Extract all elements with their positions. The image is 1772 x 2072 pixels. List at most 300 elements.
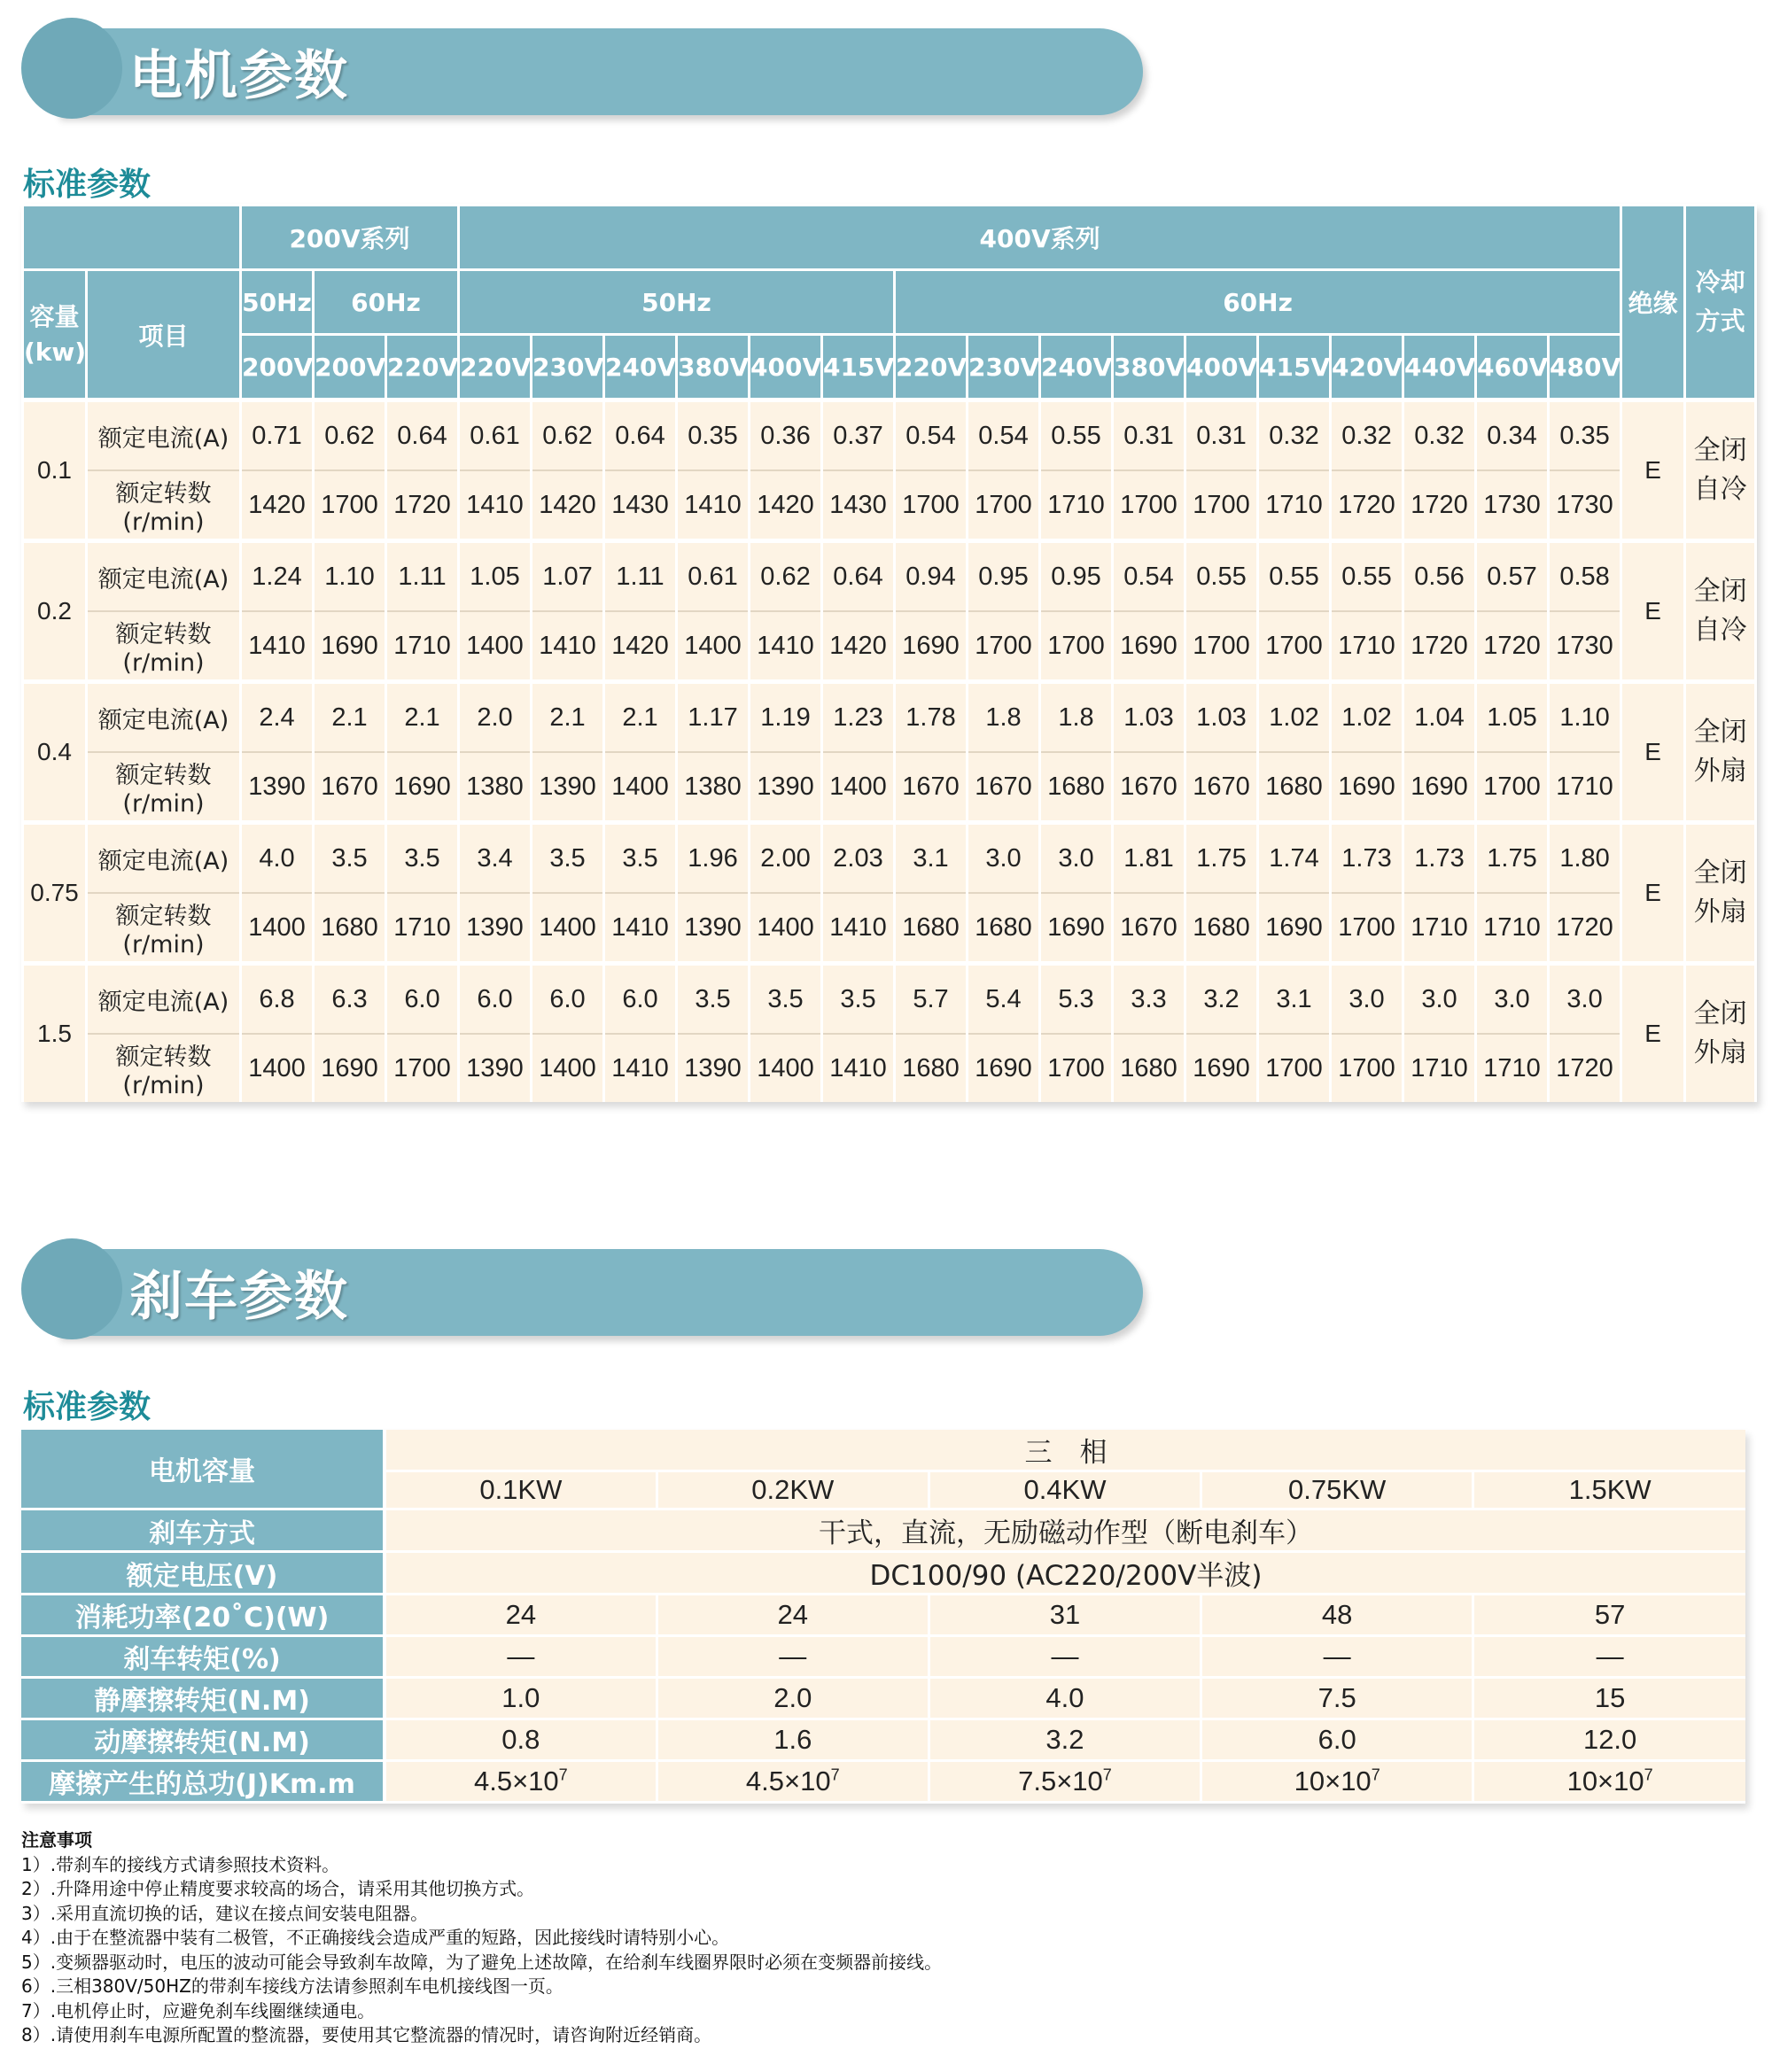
speed-value: 1710 bbox=[386, 893, 459, 964]
current-value: 0.37 bbox=[822, 400, 895, 471]
current-value: 1.19 bbox=[750, 682, 822, 753]
header-400v-50hz: 50Hz bbox=[459, 270, 895, 335]
current-value: 0.56 bbox=[1403, 541, 1476, 612]
current-value: 3.2 bbox=[1185, 964, 1258, 1035]
header-400v-60hz: 60Hz bbox=[895, 270, 1621, 335]
current-value: 0.62 bbox=[314, 400, 386, 471]
current-value: 1.03 bbox=[1113, 682, 1185, 753]
speed-value: 1410 bbox=[241, 611, 314, 682]
current-value: 0.32 bbox=[1258, 400, 1331, 471]
speed-value: 1700 bbox=[1185, 470, 1258, 541]
speed-value: 1420 bbox=[241, 470, 314, 541]
current-value: 3.5 bbox=[604, 823, 677, 894]
current-value: 0.95 bbox=[968, 541, 1040, 612]
speed-value: 1700 bbox=[1185, 611, 1258, 682]
capacity-cell: 0.1 bbox=[23, 400, 87, 541]
speed-value: 1690 bbox=[386, 752, 459, 823]
speed-value: 1410 bbox=[604, 893, 677, 964]
current-value: 0.62 bbox=[532, 400, 604, 471]
header-voltage: 220V bbox=[386, 335, 459, 400]
current-value: 1.80 bbox=[1549, 823, 1621, 894]
current-value: 3.5 bbox=[822, 964, 895, 1035]
current-value: 0.32 bbox=[1331, 400, 1403, 471]
header-voltage: 415V bbox=[1258, 335, 1331, 400]
brake-value: 24 bbox=[657, 1595, 929, 1636]
note-item: 4）.由于在整流器中装有二极管，不正确接线会造成严重的短路，因此接线时请特别小心。 bbox=[21, 1927, 730, 1948]
work-base: 10×10 bbox=[1566, 1765, 1644, 1797]
current-value: 1.75 bbox=[1476, 823, 1549, 894]
current-value: 0.54 bbox=[968, 400, 1040, 471]
current-value: 6.3 bbox=[314, 964, 386, 1035]
speed-value: 1700 bbox=[1258, 1034, 1331, 1102]
current-value: 0.55 bbox=[1185, 541, 1258, 612]
speed-value: 1420 bbox=[604, 611, 677, 682]
current-value: 0.64 bbox=[386, 400, 459, 471]
speed-value: 1690 bbox=[1040, 893, 1113, 964]
current-value: 0.64 bbox=[822, 541, 895, 612]
current-value: 6.8 bbox=[241, 964, 314, 1035]
speed-value: 1700 bbox=[1331, 1034, 1403, 1102]
speed-value: 1720 bbox=[386, 470, 459, 541]
header-200v-series: 200V系列 bbox=[241, 206, 459, 270]
header-insulation: 绝缘 bbox=[1621, 206, 1685, 400]
header-blank bbox=[23, 206, 241, 270]
note-item: 1）.带刹车的接线方式请参照技术资料。 bbox=[21, 1853, 340, 1875]
speed-value: 1400 bbox=[677, 611, 750, 682]
brake-label-dynamic-torque: 动摩擦转矩(N.M) bbox=[21, 1719, 385, 1761]
header-voltage: 440V bbox=[1403, 335, 1476, 400]
current-value: 0.95 bbox=[1040, 541, 1113, 612]
cooling-cell: 全闭 外扇 bbox=[1685, 823, 1756, 964]
insulation-cell: E bbox=[1621, 541, 1685, 682]
current-value: 0.61 bbox=[459, 400, 532, 471]
brake-capacity-value: 1.5KW bbox=[1473, 1471, 1745, 1509]
speed-value: 1670 bbox=[895, 752, 968, 823]
speed-value: 1730 bbox=[1476, 470, 1549, 541]
capacity-cell: 0.4 bbox=[23, 682, 87, 823]
current-value: 5.3 bbox=[1040, 964, 1113, 1035]
header-cooling: 冷却 方式 bbox=[1685, 206, 1756, 400]
current-value: 0.64 bbox=[604, 400, 677, 471]
brake-value: — bbox=[385, 1636, 657, 1678]
current-value: 1.11 bbox=[386, 541, 459, 612]
current-value: 6.0 bbox=[386, 964, 459, 1035]
header-item: 项目 bbox=[87, 270, 241, 400]
speed-value: 1680 bbox=[895, 893, 968, 964]
speed-value: 1720 bbox=[1403, 611, 1476, 682]
speed-value: 1680 bbox=[314, 893, 386, 964]
speed-value: 1700 bbox=[314, 470, 386, 541]
speed-value: 1700 bbox=[1113, 470, 1185, 541]
speed-value: 1700 bbox=[1476, 752, 1549, 823]
current-value: 0.55 bbox=[1040, 400, 1113, 471]
speed-value: 1690 bbox=[1113, 611, 1185, 682]
current-value: 2.1 bbox=[386, 682, 459, 753]
speed-value: 1710 bbox=[1403, 893, 1476, 964]
speed-value: 1700 bbox=[968, 611, 1040, 682]
note-item: 8）.请使用刹车电源所配置的整流器，要使用其它整流器的情况时，请咨询附近经销商。 bbox=[21, 2024, 712, 2045]
insulation-cell: E bbox=[1621, 682, 1685, 823]
insulation-cell: E bbox=[1621, 400, 1685, 541]
speed-value: 1670 bbox=[1113, 893, 1185, 964]
header-voltage: 400V bbox=[1185, 335, 1258, 400]
current-value: 0.55 bbox=[1258, 541, 1331, 612]
speed-value: 1720 bbox=[1549, 1034, 1621, 1102]
capacity-cell: 0.2 bbox=[23, 541, 87, 682]
header-voltage: 200V bbox=[314, 335, 386, 400]
speed-value: 1680 bbox=[1040, 752, 1113, 823]
current-value: 3.3 bbox=[1113, 964, 1185, 1035]
speed-value: 1670 bbox=[314, 752, 386, 823]
brake-value: — bbox=[657, 1636, 929, 1678]
current-value: 6.0 bbox=[604, 964, 677, 1035]
current-value: 1.73 bbox=[1403, 823, 1476, 894]
brake-value: 4.0 bbox=[929, 1678, 1201, 1719]
speed-value: 1680 bbox=[968, 893, 1040, 964]
current-value: 2.0 bbox=[459, 682, 532, 753]
speed-value: 1730 bbox=[1549, 611, 1621, 682]
capacity-cell: 1.5 bbox=[23, 964, 87, 1103]
banner-circle bbox=[21, 1238, 122, 1339]
work-exponent: 7 bbox=[830, 1765, 840, 1784]
item-label-speed: 额定转数(r/min) bbox=[87, 752, 241, 823]
header-voltage: 415V bbox=[822, 335, 895, 400]
brake-value: 7.5 bbox=[1201, 1678, 1473, 1719]
header-voltage: 220V bbox=[459, 335, 532, 400]
current-value: 3.0 bbox=[1549, 964, 1621, 1035]
current-value: 0.31 bbox=[1185, 400, 1258, 471]
item-label-current: 额定电流(A) bbox=[87, 823, 241, 894]
current-value: 0.55 bbox=[1331, 541, 1403, 612]
current-value: 3.5 bbox=[750, 964, 822, 1035]
current-value: 1.23 bbox=[822, 682, 895, 753]
speed-value: 1410 bbox=[750, 611, 822, 682]
motor-params-table bbox=[21, 204, 1757, 1102]
notes-block bbox=[21, 1828, 942, 2048]
current-value: 4.0 bbox=[241, 823, 314, 894]
speed-value: 1700 bbox=[1040, 1034, 1113, 1102]
speed-value: 1390 bbox=[459, 893, 532, 964]
work-base: 10×10 bbox=[1294, 1765, 1372, 1797]
brake-total-work-value bbox=[1473, 1761, 1745, 1803]
brake-capacity-value: 0.4KW bbox=[929, 1471, 1201, 1509]
brake-value: 12.0 bbox=[1473, 1719, 1745, 1761]
speed-value: 1710 bbox=[1549, 752, 1621, 823]
header-voltage: 200V bbox=[241, 335, 314, 400]
current-value: 3.0 bbox=[1331, 964, 1403, 1035]
current-value: 1.10 bbox=[314, 541, 386, 612]
speed-value: 1670 bbox=[968, 752, 1040, 823]
speed-value: 1410 bbox=[677, 470, 750, 541]
current-value: 3.5 bbox=[314, 823, 386, 894]
speed-value: 1420 bbox=[532, 470, 604, 541]
header-voltage: 380V bbox=[1113, 335, 1185, 400]
header-voltage: 230V bbox=[532, 335, 604, 400]
work-exponent: 7 bbox=[1371, 1765, 1380, 1784]
speed-value: 1700 bbox=[386, 1034, 459, 1102]
speed-value: 1400 bbox=[459, 611, 532, 682]
brake-method-value: 干式，直流，无励磁动作型（断电刹车） bbox=[385, 1509, 1745, 1552]
speed-value: 1400 bbox=[604, 752, 677, 823]
speed-value: 1430 bbox=[822, 470, 895, 541]
current-value: 3.0 bbox=[1403, 964, 1476, 1035]
brake-label-voltage: 额定电压(V) bbox=[21, 1552, 385, 1595]
speed-value: 1410 bbox=[822, 893, 895, 964]
speed-value: 1700 bbox=[1258, 611, 1331, 682]
speed-value: 1720 bbox=[1403, 470, 1476, 541]
current-value: 1.75 bbox=[1185, 823, 1258, 894]
current-value: 5.4 bbox=[968, 964, 1040, 1035]
header-voltage: 400V bbox=[750, 335, 822, 400]
notes-title: 注意事项 bbox=[21, 1829, 92, 1851]
current-value: 0.62 bbox=[750, 541, 822, 612]
speed-value: 1690 bbox=[1185, 1034, 1258, 1102]
current-value: 1.10 bbox=[1549, 682, 1621, 753]
cooling-cell: 全闭 外扇 bbox=[1685, 682, 1756, 823]
work-base: 4.5×10 bbox=[745, 1765, 831, 1797]
speed-value: 1710 bbox=[1331, 611, 1403, 682]
brake-label-capacity: 电机容量 bbox=[21, 1430, 385, 1509]
current-value: 0.35 bbox=[677, 400, 750, 471]
speed-value: 1400 bbox=[532, 1034, 604, 1102]
item-label-current: 额定电流(A) bbox=[87, 964, 241, 1035]
brake-value: — bbox=[929, 1636, 1201, 1678]
current-value: 1.74 bbox=[1258, 823, 1331, 894]
brake-value: — bbox=[1201, 1636, 1473, 1678]
brake-value: 57 bbox=[1473, 1595, 1745, 1636]
speed-value: 1400 bbox=[750, 1034, 822, 1102]
speed-value: 1410 bbox=[459, 470, 532, 541]
speed-value: 1690 bbox=[314, 611, 386, 682]
brake-label-static-torque: 静摩擦转矩(N.M) bbox=[21, 1678, 385, 1719]
work-exponent: 7 bbox=[558, 1765, 568, 1784]
current-value: 0.61 bbox=[677, 541, 750, 612]
current-value: 0.31 bbox=[1113, 400, 1185, 471]
speed-value: 1720 bbox=[1476, 611, 1549, 682]
speed-value: 1690 bbox=[895, 611, 968, 682]
speed-value: 1680 bbox=[1185, 893, 1258, 964]
current-value: 0.94 bbox=[895, 541, 968, 612]
current-value: 1.02 bbox=[1258, 682, 1331, 753]
work-base: 4.5×10 bbox=[473, 1765, 559, 1797]
insulation-cell: E bbox=[1621, 964, 1685, 1103]
item-label-speed: 额定转数(r/min) bbox=[87, 611, 241, 682]
brake-value: 0.8 bbox=[385, 1719, 657, 1761]
current-value: 2.1 bbox=[604, 682, 677, 753]
speed-value: 1690 bbox=[968, 1034, 1040, 1102]
cooling-cell: 全闭 外扇 bbox=[1685, 964, 1756, 1103]
current-value: 0.36 bbox=[750, 400, 822, 471]
speed-value: 1400 bbox=[532, 893, 604, 964]
capacity-cell: 0.75 bbox=[23, 823, 87, 964]
current-value: 1.07 bbox=[532, 541, 604, 612]
current-value: 1.8 bbox=[968, 682, 1040, 753]
brake-total-work-value bbox=[1201, 1761, 1473, 1803]
item-label-current: 额定电流(A) bbox=[87, 400, 241, 471]
current-value: 1.02 bbox=[1331, 682, 1403, 753]
speed-value: 1690 bbox=[1403, 752, 1476, 823]
brake-capacity-value: 0.2KW bbox=[657, 1471, 929, 1509]
brake-capacity-value: 0.75KW bbox=[1201, 1471, 1473, 1509]
brake-label-method: 刹车方式 bbox=[21, 1509, 385, 1552]
motor-section-banner bbox=[21, 18, 1143, 119]
current-value: 3.0 bbox=[1040, 823, 1113, 894]
current-value: 0.54 bbox=[1113, 541, 1185, 612]
current-value: 0.32 bbox=[1403, 400, 1476, 471]
current-value: 3.0 bbox=[1476, 964, 1549, 1035]
note-item: 6）.三相380V/50HZ的带刹车接线方法请参照刹车电机接线图一页。 bbox=[21, 1975, 563, 1997]
speed-value: 1410 bbox=[822, 1034, 895, 1102]
speed-value: 1710 bbox=[1476, 1034, 1549, 1102]
speed-value: 1680 bbox=[895, 1034, 968, 1102]
work-base: 7.5×10 bbox=[1018, 1765, 1103, 1797]
current-value: 2.03 bbox=[822, 823, 895, 894]
brake-voltage-value: DC100/90 (AC220/200V半波) bbox=[385, 1552, 1745, 1595]
current-value: 6.0 bbox=[532, 964, 604, 1035]
note-item: 5）.变频器驱动时，电压的波动可能会导致刹车故障，为了避免上述故障，在给刹车线圈界限时必须在变频器前接线。 bbox=[21, 1951, 943, 1973]
brake-total-work-value bbox=[929, 1761, 1201, 1803]
current-value: 0.71 bbox=[241, 400, 314, 471]
speed-value: 1680 bbox=[1113, 1034, 1185, 1102]
speed-value: 1400 bbox=[822, 752, 895, 823]
item-label-current: 额定电流(A) bbox=[87, 541, 241, 612]
item-label-speed: 额定转数(r/min) bbox=[87, 470, 241, 541]
current-value: 3.0 bbox=[968, 823, 1040, 894]
cooling-cell: 全闭 自冷 bbox=[1685, 541, 1756, 682]
item-label-speed: 额定转数(r/min) bbox=[87, 1034, 241, 1102]
current-value: 2.1 bbox=[314, 682, 386, 753]
current-value: 1.96 bbox=[677, 823, 750, 894]
speed-value: 1400 bbox=[241, 1034, 314, 1102]
header-voltage: 230V bbox=[968, 335, 1040, 400]
current-value: 1.11 bbox=[604, 541, 677, 612]
header-voltage: 460V bbox=[1476, 335, 1549, 400]
current-value: 3.5 bbox=[532, 823, 604, 894]
current-value: 1.73 bbox=[1331, 823, 1403, 894]
current-value: 1.24 bbox=[241, 541, 314, 612]
brake-value: 1.0 bbox=[385, 1678, 657, 1719]
header-voltage: 240V bbox=[604, 335, 677, 400]
speed-value: 1390 bbox=[677, 1034, 750, 1102]
brake-value: 6.0 bbox=[1201, 1719, 1473, 1761]
brake-value: 15 bbox=[1473, 1678, 1745, 1719]
header-capacity: 容量 (kw) bbox=[23, 270, 87, 400]
current-value: 3.1 bbox=[895, 823, 968, 894]
current-value: 1.05 bbox=[1476, 682, 1549, 753]
item-label-current: 额定电流(A) bbox=[87, 682, 241, 753]
insulation-cell: E bbox=[1621, 823, 1685, 964]
header-200v-60hz: 60Hz bbox=[314, 270, 459, 335]
work-exponent: 7 bbox=[1644, 1765, 1653, 1784]
current-value: 1.04 bbox=[1403, 682, 1476, 753]
brake-value: 24 bbox=[385, 1595, 657, 1636]
speed-value: 1420 bbox=[822, 611, 895, 682]
note-item: 3）.采用直流切换的话，建议在接点间安装电阻器。 bbox=[21, 1902, 429, 1924]
work-exponent: 7 bbox=[1102, 1765, 1112, 1784]
current-value: 0.57 bbox=[1476, 541, 1549, 612]
current-value: 3.5 bbox=[677, 964, 750, 1035]
current-value: 1.8 bbox=[1040, 682, 1113, 753]
speed-value: 1710 bbox=[1403, 1034, 1476, 1102]
brake-value: 48 bbox=[1201, 1595, 1473, 1636]
current-value: 0.35 bbox=[1549, 400, 1621, 471]
speed-value: 1430 bbox=[604, 470, 677, 541]
note-item: 2）.升降用途中停止精度要求较高的场合，请采用其他切换方式。 bbox=[21, 1878, 535, 1899]
header-voltage: 420V bbox=[1331, 335, 1403, 400]
brake-section-title: 刹车参数 bbox=[129, 1266, 349, 1328]
current-value: 3.5 bbox=[386, 823, 459, 894]
header-voltage: 220V bbox=[895, 335, 968, 400]
brake-params-table bbox=[21, 1430, 1745, 1804]
current-value: 2.00 bbox=[750, 823, 822, 894]
current-value: 1.81 bbox=[1113, 823, 1185, 894]
speed-value: 1390 bbox=[677, 893, 750, 964]
speed-value: 1390 bbox=[750, 752, 822, 823]
item-label-speed: 额定转数(r/min) bbox=[87, 893, 241, 964]
brake-value: — bbox=[1473, 1636, 1745, 1678]
brake-label-power: 消耗功率(20˚C)(W) bbox=[21, 1595, 385, 1636]
brake-value: 2.0 bbox=[657, 1678, 929, 1719]
motor-standard-params-heading: 标准参数 bbox=[23, 167, 152, 203]
brake-phase-label: 三 相 bbox=[385, 1430, 1745, 1471]
current-value: 1.03 bbox=[1185, 682, 1258, 753]
current-value: 1.05 bbox=[459, 541, 532, 612]
brake-standard-params-heading: 标准参数 bbox=[23, 1389, 152, 1425]
speed-value: 1380 bbox=[459, 752, 532, 823]
brake-total-work-value bbox=[657, 1761, 929, 1803]
speed-value: 1700 bbox=[895, 470, 968, 541]
current-value: 1.17 bbox=[677, 682, 750, 753]
header-voltage: 480V bbox=[1549, 335, 1621, 400]
brake-total-work-value bbox=[385, 1761, 657, 1803]
brake-value: 3.2 bbox=[929, 1719, 1201, 1761]
brake-value: 1.6 bbox=[657, 1719, 929, 1761]
speed-value: 1390 bbox=[459, 1034, 532, 1102]
current-value: 3.4 bbox=[459, 823, 532, 894]
speed-value: 1700 bbox=[968, 470, 1040, 541]
speed-value: 1720 bbox=[1549, 893, 1621, 964]
speed-value: 1700 bbox=[1331, 893, 1403, 964]
speed-value: 1410 bbox=[532, 611, 604, 682]
banner-circle bbox=[21, 18, 122, 119]
brake-label-total-work: 摩擦产生的总功(J)Km.m bbox=[21, 1761, 385, 1803]
speed-value: 1670 bbox=[1185, 752, 1258, 823]
header-voltage: 240V bbox=[1040, 335, 1113, 400]
speed-value: 1400 bbox=[241, 893, 314, 964]
speed-value: 1390 bbox=[241, 752, 314, 823]
speed-value: 1390 bbox=[532, 752, 604, 823]
motor-section-title: 电机参数 bbox=[129, 45, 349, 107]
speed-value: 1410 bbox=[604, 1034, 677, 1102]
speed-value: 1380 bbox=[677, 752, 750, 823]
note-item: 7）.电机停止时，应避免刹车线圈继续通电。 bbox=[21, 1999, 376, 2022]
current-value: 2.1 bbox=[532, 682, 604, 753]
speed-value: 1690 bbox=[314, 1034, 386, 1102]
speed-value: 1710 bbox=[386, 611, 459, 682]
current-value: 6.0 bbox=[459, 964, 532, 1035]
brake-capacity-value: 0.1KW bbox=[385, 1471, 657, 1509]
brake-value: 31 bbox=[929, 1595, 1201, 1636]
current-value: 2.4 bbox=[241, 682, 314, 753]
current-value: 0.54 bbox=[895, 400, 968, 471]
speed-value: 1690 bbox=[1258, 893, 1331, 964]
speed-value: 1690 bbox=[1331, 752, 1403, 823]
speed-value: 1710 bbox=[1476, 893, 1549, 964]
speed-value: 1730 bbox=[1549, 470, 1621, 541]
cooling-cell: 全闭 自冷 bbox=[1685, 400, 1756, 541]
speed-value: 1670 bbox=[1113, 752, 1185, 823]
brake-label-torque-pct: 刹车转矩(%) bbox=[21, 1636, 385, 1678]
